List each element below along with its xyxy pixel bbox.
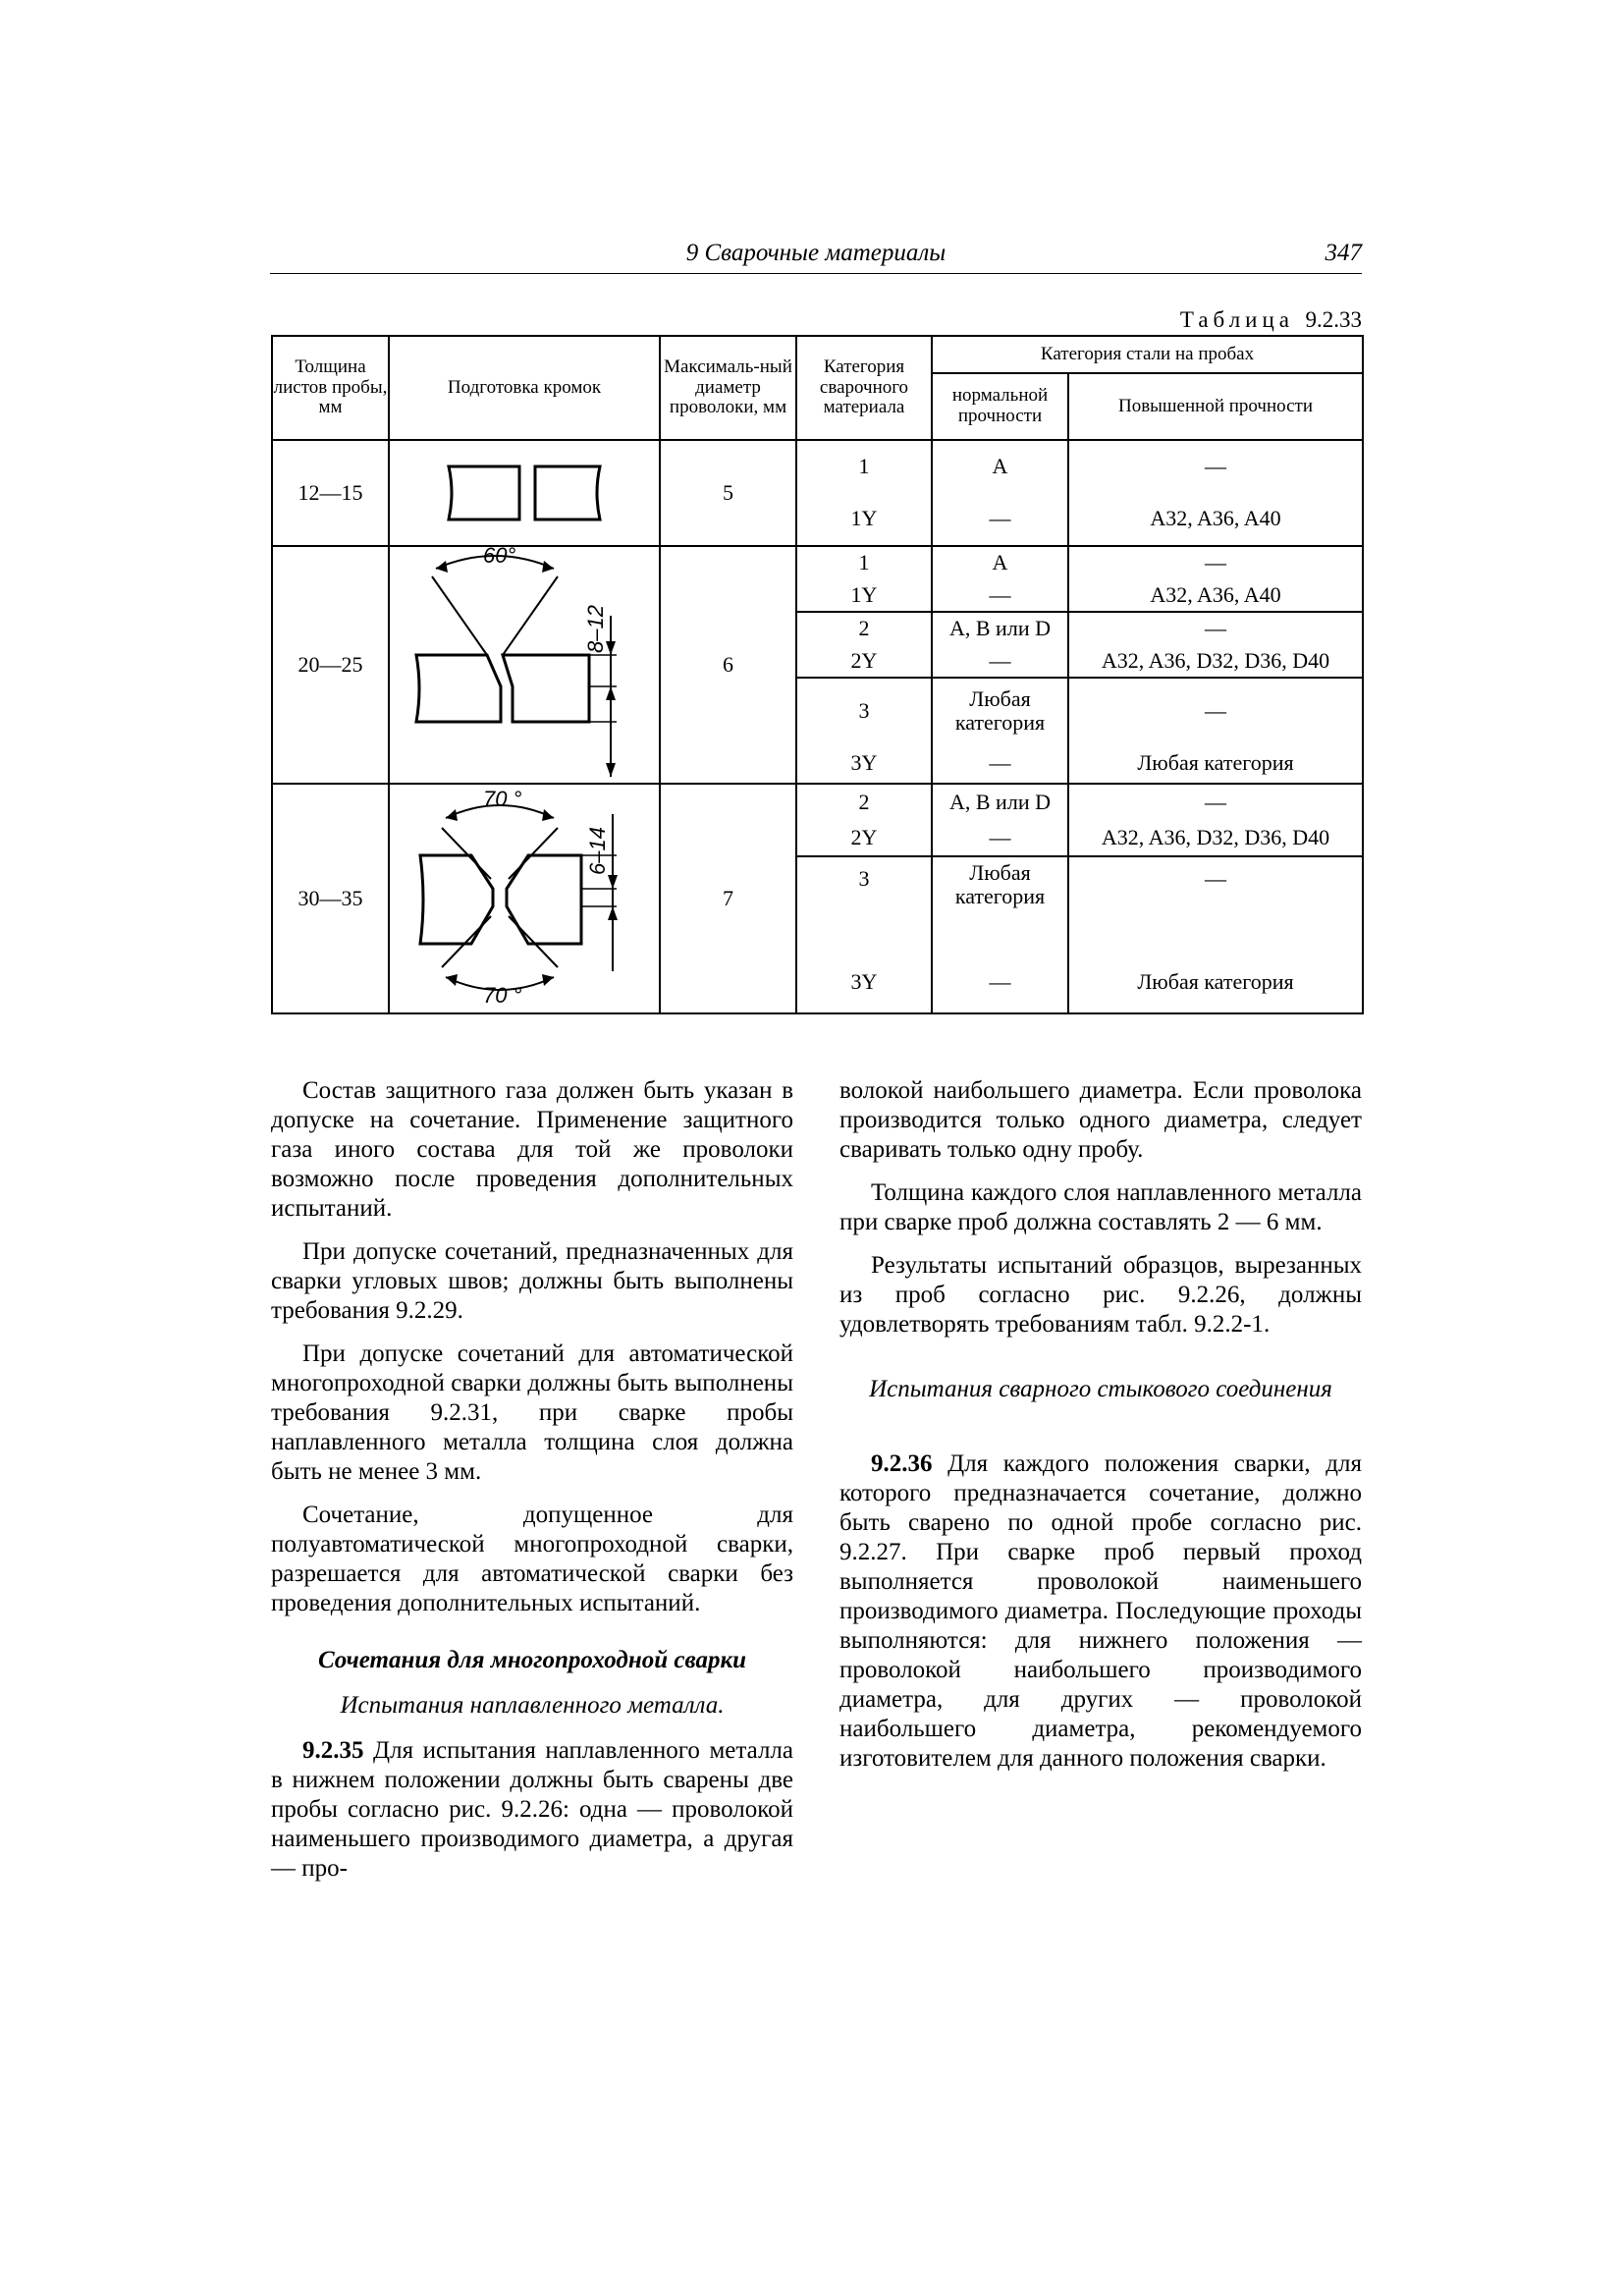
- table-caption: [1180, 307, 1362, 333]
- cell-diameter: 6: [660, 546, 796, 784]
- cell-high: Любая категория: [1068, 743, 1363, 784]
- angle-label: 60°: [483, 547, 516, 568]
- cell-category: 3Y: [796, 743, 932, 784]
- cell-thickness: 30—35: [272, 784, 389, 1013]
- th-high: Повышенной прочности: [1068, 373, 1363, 440]
- table-caption-word: Таблица: [1179, 307, 1294, 332]
- cell-category: 1Y: [796, 579, 932, 613]
- cell-normal: A, B или D: [932, 612, 1068, 645]
- cell-thickness: 20—25: [272, 546, 389, 784]
- section-heading: Испытания сварного стыкового соединения: [869, 1376, 1332, 1402]
- dim-label: 8–12: [583, 605, 608, 653]
- cell-high: A32, A36, D32, D36, D40: [1068, 820, 1363, 856]
- paragraph: волокой наибольшего диаметра. Если проволока производится только одного диаметра, следует сваривать только одну пробу.: [839, 1077, 1362, 1163]
- x-groove-sketch: [406, 785, 642, 1012]
- cell-high: Любая категория: [1068, 952, 1363, 1013]
- page-number: 347: [1325, 240, 1362, 266]
- angle-top-label: 70 °: [483, 787, 522, 811]
- cell-category: 1Y: [796, 493, 932, 546]
- cell-high: —: [1068, 546, 1363, 579]
- cell-diameter: 5: [660, 440, 796, 546]
- paragraph: Сочетание, допущенное для полуавтоматической многопроходной сварки, разрешается для автоматической сварки без проведения дополнительных испытаний.: [271, 1502, 793, 1616]
- running-header: [270, 240, 1362, 274]
- cell-normal: —: [932, 579, 1068, 613]
- cell-normal: —: [932, 743, 1068, 784]
- cell-normal: Любая категория: [932, 856, 1068, 953]
- cell-category: 3: [796, 856, 932, 953]
- cell-category: 2Y: [796, 645, 932, 679]
- table-row: [272, 784, 1363, 820]
- cell-high: —: [1068, 678, 1363, 743]
- cell-sketch-x: [389, 784, 660, 1013]
- cell-high: —: [1068, 784, 1363, 820]
- welding-table: [271, 335, 1364, 1014]
- left-column: [271, 1076, 793, 1897]
- section-heading: Сочетания для многопроходной сварки: [317, 1647, 747, 1673]
- paragraph: Результаты испытаний образцов, вырезанных из проб согласно рис. 9.2.26, должны удовлетворять требованиям табл. 9.2.2-1.: [839, 1252, 1362, 1338]
- th-max-diameter: Максималь-ный диаметр проволоки, мм: [660, 336, 796, 440]
- cell-high: —: [1068, 440, 1363, 493]
- dim-label: 6–14: [585, 827, 610, 875]
- clause-number: 9.2.36: [871, 1450, 933, 1477]
- cell-normal: Любая категория: [932, 678, 1068, 743]
- cell-category: 2: [796, 784, 932, 820]
- paragraph-9-2-35: [271, 1736, 793, 1884]
- subsection-heading: Испытания наплавленного металла.: [340, 1692, 725, 1719]
- cell-high: —: [1068, 856, 1363, 953]
- clause-text: Для каждого положения сварки, для которого предназначается сочетание, должно быть сварено по одной пробе согласно рис. 9.2.27. При сварке проб первый проход выполняется проволокой наименьшего производимого диаметра. Последующие проходы выполняются: для нижнего положения — проволокой наибольшего производимого диаметра, для других — проволокой наибольшего диаметра, рекомендуемого изготовителем для данного положения сварки.: [839, 1450, 1362, 1772]
- right-column: [839, 1076, 1362, 1787]
- cell-category: 3Y: [796, 952, 932, 1013]
- cell-category: 1: [796, 546, 932, 579]
- cell-sketch-square: [389, 440, 660, 546]
- th-preparation: Подготовка кромок: [389, 336, 660, 440]
- th-normal: нормальной прочности: [932, 373, 1068, 440]
- cell-normal: —: [932, 820, 1068, 856]
- cell-category: 2Y: [796, 820, 932, 856]
- paragraph: Толщина каждого слоя наплавленного металла при сварке проб должна составлять 2 — 6 мм.: [839, 1179, 1362, 1235]
- cell-thickness: 12—15: [272, 440, 389, 546]
- paragraph-9-2-36: [839, 1449, 1362, 1774]
- cell-high: A32, A36, A40: [1068, 579, 1363, 613]
- table-caption-number: 9.2.33: [1305, 307, 1362, 332]
- clause-text: Для испытания наплавленного металла в нижнем положении должны быть сварены две пробы согласно рис. 9.2.26: одна — проволокой наименьшего производимого диаметра, а другая — про-: [271, 1737, 793, 1882]
- table-row: [272, 546, 1363, 579]
- square-edge-sketch: [441, 459, 608, 527]
- cell-normal: A, B или D: [932, 784, 1068, 820]
- angle-bottom-label: 70 °: [483, 983, 522, 1008]
- cell-normal: —: [932, 952, 1068, 1013]
- cell-normal: A: [932, 440, 1068, 493]
- cell-category: 2: [796, 612, 932, 645]
- paragraph: При допуске сочетаний, предназначенных для сварки угловых швов; должны быть выполнены требования 9.2.29.: [271, 1238, 793, 1324]
- cell-normal: A: [932, 546, 1068, 579]
- th-steel-category: Категория стали на пробах: [932, 336, 1363, 373]
- table-row: [272, 440, 1363, 493]
- cell-sketch-v: [389, 546, 660, 784]
- cell-diameter: 7: [660, 784, 796, 1013]
- paragraph: Состав защитного газа должен быть указан в допуске на сочетание. Применение защитного газа иного состава для той же проволоки возможно после проведения дополнительных испытаний.: [271, 1077, 793, 1222]
- cell-category: 1: [796, 440, 932, 493]
- clause-number: 9.2.35: [302, 1737, 364, 1764]
- cell-high: —: [1068, 612, 1363, 645]
- cell-high: A32, A36, D32, D36, D40: [1068, 645, 1363, 679]
- chapter-title: 9 Сварочные материалы: [685, 240, 947, 266]
- cell-normal: —: [932, 645, 1068, 679]
- v-groove-sketch: [406, 547, 642, 783]
- th-category: Категория сварочного материала: [796, 336, 932, 440]
- cell-normal: —: [932, 493, 1068, 546]
- cell-category: 3: [796, 678, 932, 743]
- th-thickness: Толщина листов пробы, мм: [272, 336, 389, 440]
- paragraph: При допуске сочетаний для автоматической многопроходной сварки должны быть выполнены требования 9.2.31, при сварке пробы наплавленного металла толщина слоя должна быть не менее 3 мм.: [271, 1340, 793, 1485]
- cell-high: A32, A36, A40: [1068, 493, 1363, 546]
